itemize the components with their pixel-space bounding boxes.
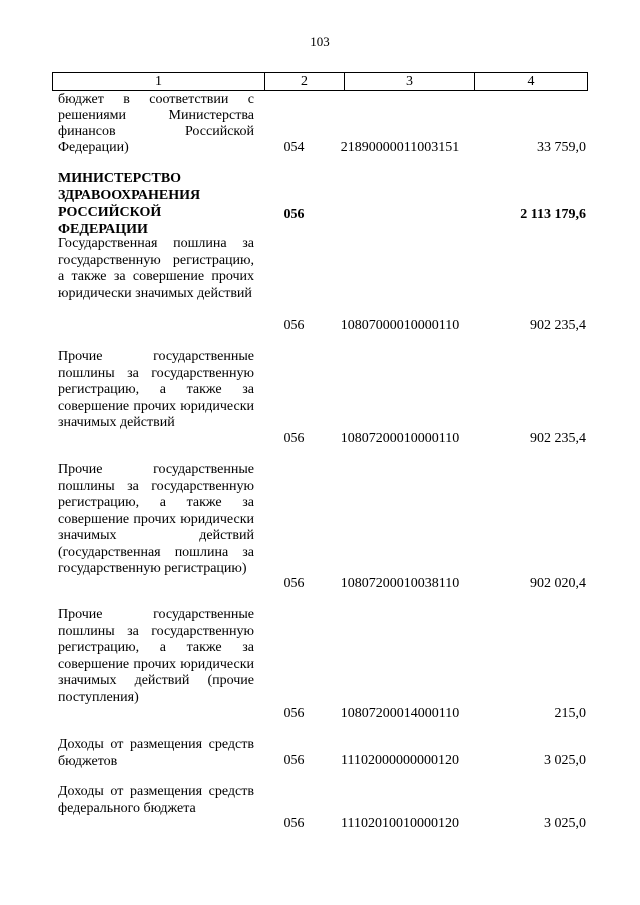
row-code: 056 <box>283 318 305 333</box>
column-header-1: 1 <box>53 73 265 90</box>
table-row <box>0 92 640 162</box>
row-code: 054 <box>283 140 305 155</box>
page-number: 103 <box>310 34 330 49</box>
row-name: МИНИСТЕРСТВО ЗДРАВООХРАНЕНИЯ РОССИЙСКОЙ ФЕДЕРАЦИИ <box>58 171 201 237</box>
row-kbk: 10807000010000110 <box>340 318 460 333</box>
row-kbk: 10807200010038110 <box>340 576 460 591</box>
row-kbk: 10807200014000110 <box>340 706 460 721</box>
table-row <box>0 349 640 453</box>
row-name: бюджет в соответствии с решениями Министерства финансов Российской Федерации) <box>58 92 254 155</box>
row-name: Прочие государственные пошлины за государственную регистрацию, а также за совершение прочих юридически значимых действий <box>58 349 254 430</box>
row-kbk: 11102010010000120 <box>341 816 459 831</box>
column-header-2: 2 <box>265 73 345 90</box>
row-amount: 2 113 179,6 <box>520 207 586 222</box>
row-code: 056 <box>283 576 305 591</box>
row-amount: 902 020,4 <box>530 576 586 591</box>
table-body <box>0 92 640 838</box>
table-row <box>0 737 640 775</box>
row-name: Прочие государственные пошлины за государственную регистрацию, а также за совершение прочих юридически значимых действий (прочие поступления) <box>58 607 254 705</box>
row-amount: 902 235,4 <box>530 318 586 333</box>
row-kbk: 11102000000000120 <box>341 753 459 768</box>
row-kbk: 21890000011003151 <box>340 140 460 155</box>
row-name: Доходы от размещения средств бюджетов <box>58 737 254 769</box>
row-code: 056 <box>283 706 305 721</box>
row-code: 056 <box>283 753 305 768</box>
column-header-3: 3 <box>345 73 475 90</box>
row-name: Государственная пошлина за государственную регистрацию, а также за совершение прочих юридически значимых действий <box>58 236 254 301</box>
row-amount: 3 025,0 <box>544 816 586 831</box>
row-amount: 3 025,0 <box>544 753 586 768</box>
table-row <box>0 784 640 838</box>
row-name: Доходы от размещения средств федерального бюджета <box>58 784 254 816</box>
row-code: 056 <box>283 207 305 222</box>
row-code: 056 <box>283 816 305 831</box>
row-code: 056 <box>283 431 305 446</box>
row-amount: 902 235,4 <box>530 431 586 446</box>
column-header-4: 4 <box>527 74 535 89</box>
table-row <box>0 462 640 598</box>
row-amount: 215,0 <box>554 706 586 721</box>
table-row <box>0 236 640 340</box>
table-row <box>0 170 640 237</box>
row-amount: 33 759,0 <box>537 140 586 155</box>
table-row <box>0 607 640 728</box>
table-header <box>52 72 588 91</box>
row-name: Прочие государственные пошлины за государственную регистрацию, а также за совершение прочих юридически значимых действий (государственная пошлина за государственную регистрацию) <box>58 462 254 576</box>
row-kbk: 10807200010000110 <box>340 431 460 446</box>
